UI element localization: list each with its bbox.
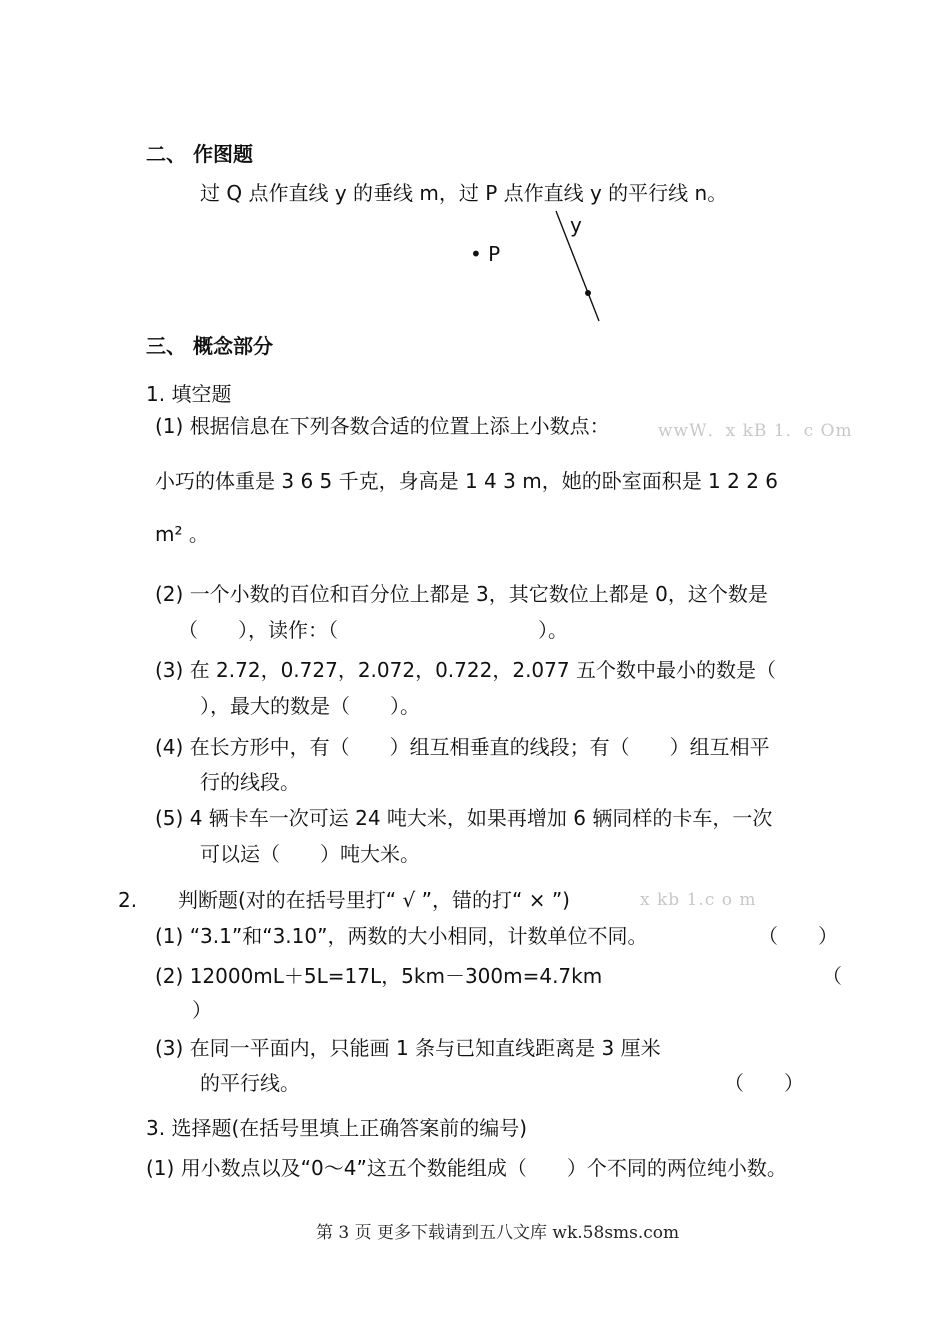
fill-blank-title: 1. 填空题 (146, 382, 232, 406)
fill-q3-line1: (3) 在 2.72，0.727，2.072，0.722，2.077 五个数中最小的数是（ (155, 658, 776, 682)
fill-q2-line1: (2) 一个小数的百位和百分位上都是 3，其它数位上都是 0，这个数是 (155, 582, 768, 606)
choice-q1-text: (1) 用小数点以及“0～4”这五个数能组成（ ）个不同的两位纯小数。 (146, 1156, 787, 1180)
choice-title: 3. 选择题(在括号里填上正确答案前的编号) (146, 1116, 528, 1140)
fill-q1-line2: m² 。 (155, 522, 209, 546)
section-heading-concepts: 三、 概念部分 (146, 334, 273, 358)
judge-q3-line1: (3) 在同一平面内，只能画 1 条与已知直线距离是 3 厘米 (155, 1036, 661, 1060)
judge-number: 2. (118, 888, 138, 912)
fill-q3-line2: ），最大的数是（ ）。 (200, 694, 420, 718)
judge-q2-bracket-open: （ (822, 964, 842, 988)
section-heading-drawing: 二、 作图题 (146, 142, 253, 166)
fill-q4-line1: (4) 在长方形中，有（ ）组互相垂直的线段；有（ ）组互相平 (155, 735, 770, 759)
drawing-instruction: 过 Q 点作直线 y 的垂线 m，过 P 点作直线 y 的平行线 n。 (200, 181, 728, 205)
judge-q1-bracket: （ ） (758, 924, 838, 948)
point-q (585, 290, 591, 296)
page-footer: 第 3 页 更多下载请到五八文库 wk.58sms.com (316, 1223, 680, 1243)
watermark-text: wwW．x kB 1．c Om (658, 421, 853, 441)
fill-q5-line2: 可以运（ ）吨大米。 (200, 842, 420, 866)
judge-q3-line2: 的平行线。 (200, 1071, 300, 1095)
line-y-label: y (570, 213, 582, 237)
judge-q2-text: (2) 12000mL＋5L=17L，5km－300m=4.7km (155, 964, 603, 988)
fill-q2-line2: （ ），读作：（ ）。 (178, 618, 568, 642)
watermark-text-2: x kb 1.c o m (640, 890, 757, 910)
fill-q1-line1: 小巧的体重是 3 6 5 千克，身高是 1 4 3 m，她的卧室面积是 1 2 2 6 (155, 469, 779, 493)
judge-q1-text: (1) “3.1”和“3.10”，两数的大小相同，计数单位不同。 (155, 924, 648, 948)
judge-q3-bracket: （ ） (724, 1071, 804, 1095)
judge-title: 判断题(对的在括号里打“ √ ”，错的打“ × ”) (178, 888, 570, 912)
point-p-label: • P (470, 242, 501, 266)
fill-q1-text: (1) 根据信息在下列各数合适的位置上添上小数点： (155, 414, 610, 438)
fill-q5-line1: (5) 4 辆卡车一次可运 24 吨大米，如果再增加 6 辆同样的卡车，一次 (155, 806, 773, 830)
fill-q4-line2: 行的线段。 (200, 770, 300, 794)
judge-q2-bracket-close: ） (192, 998, 212, 1022)
